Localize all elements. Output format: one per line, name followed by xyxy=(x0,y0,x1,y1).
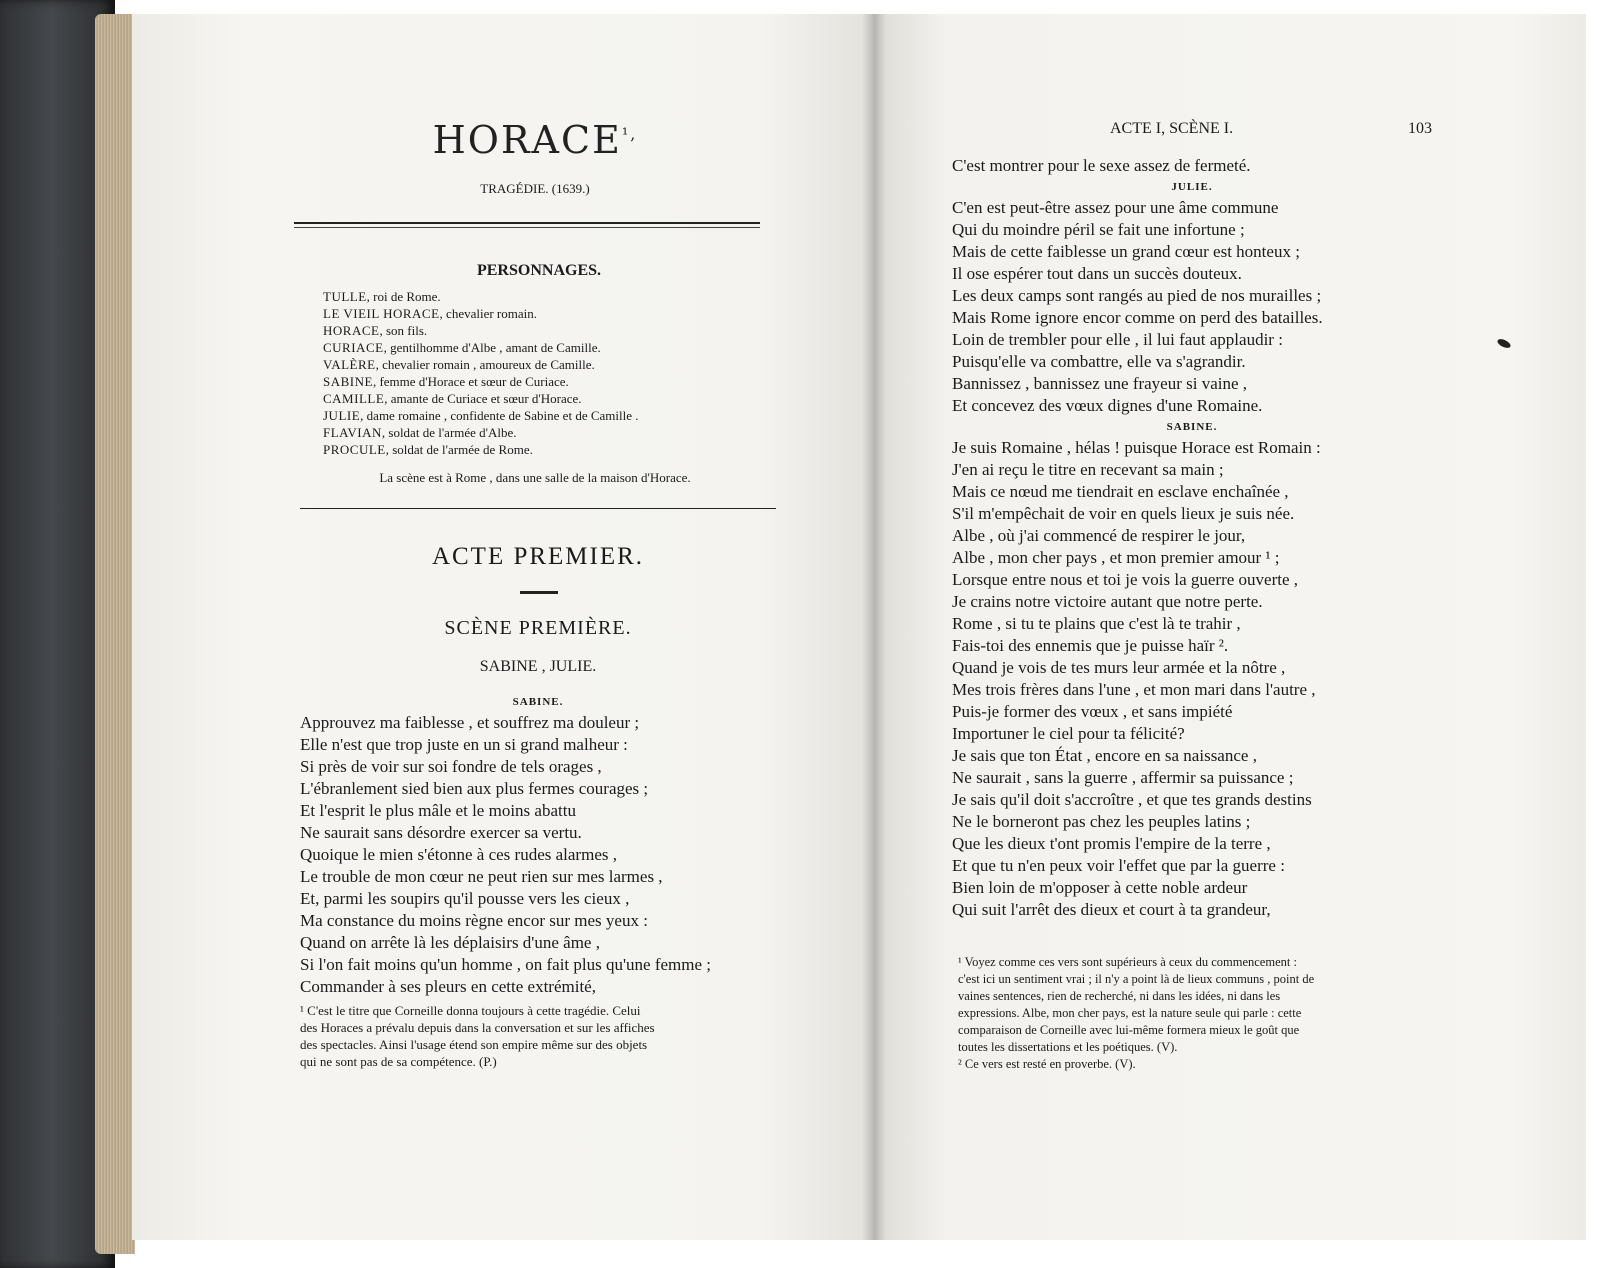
cast-list xyxy=(323,288,773,458)
verse-line: Albe , où j'ai commencé de respirer le jour, xyxy=(952,526,1246,545)
cast-entry xyxy=(323,305,773,322)
scene-setting: La scène est à Rome , dans une salle de la maison d'Horace. xyxy=(379,470,691,485)
cast-name: LE VIEIL HORACE xyxy=(323,306,440,321)
verse-line: Bien loin de m'opposer à cette noble ardeur xyxy=(952,878,1248,897)
verses-sabine xyxy=(952,437,1432,921)
play-title-text: HORACE xyxy=(432,118,622,162)
cast-description: , femme d'Horace et sœur de Curiace. xyxy=(372,374,569,389)
verse-line: Rome , si tu te plains que c'est là te trahir , xyxy=(952,614,1241,633)
verse-line: Je sais qu'il doit s'accroître , et que tes grands destins xyxy=(952,790,1312,809)
verse-line: Quoique le mien s'étonne à ces rudes alarmes , xyxy=(300,845,617,864)
speaker-label: JULIE. xyxy=(1171,181,1213,193)
verse-line: Albe , mon cher pays , et mon premier amour ¹ ; xyxy=(952,548,1280,567)
verse-line: Elle n'est que trop juste en un si grand malheur : xyxy=(300,735,628,754)
verse-line: Quand je vois de tes murs leur armée et la nôtre , xyxy=(952,658,1286,677)
cast-entry xyxy=(323,322,773,339)
cast-name: VALÈRE xyxy=(323,357,376,372)
verse-line: Loin de trembler pour elle , il lui faut applaudir : xyxy=(952,330,1283,349)
play-subtitle: TRAGÉDIE. (1639.) xyxy=(480,181,590,196)
verse-line: S'il m'empêchait de voir en quels lieux je suis née. xyxy=(952,504,1295,523)
personnages-heading: PERSONNAGES. xyxy=(476,262,602,279)
speaker-label: SABINE. xyxy=(1166,421,1218,433)
setting-rule xyxy=(300,508,776,509)
scene-characters: SABINE , JULIE. xyxy=(479,658,597,675)
left-verses xyxy=(300,712,776,998)
verse-line: C'en est peut-être assez pour une âme commune xyxy=(952,198,1279,217)
cast-description: , amante de Curiace et sœur d'Horace. xyxy=(384,391,582,406)
speaker-label: SABINE. xyxy=(512,696,564,708)
cast-name: CAMILLE xyxy=(323,391,385,406)
verse-line: Que les dieux t'ont promis l'empire de la terre , xyxy=(952,834,1271,853)
book-gutter xyxy=(862,14,886,1240)
verse-line: Je suis Romaine , hélas ! puisque Horace est Romain : xyxy=(952,438,1321,457)
verse-line: Et, parmi les soupirs qu'il pousse vers les cieux , xyxy=(300,889,630,908)
verse-line: Bannissez , bannissez une frayeur si vaine , xyxy=(952,374,1248,393)
footnote-line: vaines sentences, rien de recherché, ni dans les idées, ni dans les xyxy=(958,989,1281,1003)
cast-name: JULIE xyxy=(323,408,361,423)
cast-description: , soldat de l'armée de Rome. xyxy=(385,442,533,457)
right-footnotes xyxy=(958,954,1446,1073)
verse-line: Et l'esprit le plus mâle et le moins abattu xyxy=(300,801,576,820)
footnote-line: ¹ C'est le titre que Corneille donna toujours à cette tragédie. Celui xyxy=(300,1003,641,1018)
cast-description: , dame romaine , confidente de Sabine et de Camille . xyxy=(360,408,639,423)
verse-line: Quand on arrête là les déplaisirs d'une âme , xyxy=(300,933,600,952)
verses-julie xyxy=(952,197,1432,417)
cast-entry xyxy=(323,441,773,458)
title-footnote-marker: ¹, xyxy=(621,124,638,144)
footnote-line: ¹ Voyez comme ces vers sont supérieurs à ceux du commencement : xyxy=(958,955,1297,969)
verse-line: Si l'on fait moins qu'un homme , on fait plus qu'une femme ; xyxy=(300,955,712,974)
verse-line: Ne saurait sans désordre exercer sa vertu. xyxy=(300,823,582,842)
verse-line: Ne saurait , sans la guerre , affermir sa puissance ; xyxy=(952,768,1294,787)
verse-line: Puisqu'elle va combattre, elle va s'agrandir. xyxy=(952,352,1246,371)
verse-line: Importuner le ciel pour ta félicité? xyxy=(952,724,1185,743)
verse-line: Fais-toi des ennemis que je puisse haïr ². xyxy=(952,636,1229,655)
verse-line: Mes trois frères dans l'une , et mon mari dans l'autre , xyxy=(952,680,1316,699)
footnote-line: ² Ce vers est resté en proverbe. (V). xyxy=(958,1057,1136,1071)
verse-line: Mais de cette faiblesse un grand cœur est honteux ; xyxy=(952,242,1300,261)
cast-name: SABINE xyxy=(323,374,373,389)
verse-line: Et concevez des vœux dignes d'une Romaine. xyxy=(952,396,1263,415)
verses-top xyxy=(952,155,1432,177)
cast-name: PROCULE xyxy=(323,442,386,457)
verse-line: Qui du moindre péril se fait une infortune ; xyxy=(952,220,1245,239)
verse-line: Si près de voir sur soi fondre de tels orages , xyxy=(300,757,602,776)
verse-line: Ne le borneront pas chez les peuples latins ; xyxy=(952,812,1251,831)
right-speech xyxy=(952,155,1432,921)
footnote-line: comparaison de Corneille avec lui-même formera mieux le goût que xyxy=(958,1023,1300,1037)
footnote-line: qui ne sont pas de sa compétence. (P.) xyxy=(300,1054,497,1069)
verse-line: Mais ce nœud me tiendrait en esclave enchaînée , xyxy=(952,482,1289,501)
cast-description: , chevalier romain. xyxy=(439,306,538,321)
footnote-line: expressions. Albe, mon cher pays, est la nature seule qui parle : cette xyxy=(958,1006,1302,1020)
act-ornament-rule xyxy=(520,591,558,594)
page-number: 103 xyxy=(1408,120,1432,137)
footnote-line: des Horaces a prévalu depuis dans la conversation et sur les affiches xyxy=(300,1020,655,1035)
cast-name: FLAVIAN xyxy=(323,425,382,440)
cast-entry xyxy=(323,288,773,305)
footnote-line: toutes les dissertations et les poétiques. (V). xyxy=(958,1040,1178,1054)
cast-name: TULLE xyxy=(323,289,367,304)
verse-line: Lorsque entre nous et toi je vois la guerre ouverte , xyxy=(952,570,1299,589)
verse-line: Je sais que ton État , encore en sa naissance , xyxy=(952,746,1257,765)
verse-line: Il ose espérer tout dans un succès douteux. xyxy=(952,264,1242,283)
verse-line: Je crains notre victoire autant que notre perte. xyxy=(952,592,1263,611)
verse-line: C'est montrer pour le sexe assez de fermeté. xyxy=(952,156,1251,175)
verse-line: Puis-je former des vœux , et sans impiété xyxy=(952,702,1233,721)
cast-entry xyxy=(323,339,773,356)
cast-name: CURIACE xyxy=(323,340,384,355)
title-rule-top xyxy=(294,222,760,224)
cast-description: , gentilhomme d'Albe , amant de Camille. xyxy=(383,340,601,355)
cast-description: , chevalier romain , amoureux de Camille. xyxy=(375,357,595,372)
verse-line: Approuvez ma faiblesse , et souffrez ma douleur ; xyxy=(300,713,640,732)
verse-line: Ma constance du moins règne encor sur mes yeux : xyxy=(300,911,648,930)
cast-entry xyxy=(323,356,773,373)
verse-line: Mais Rome ignore encor comme on perd des batailles. xyxy=(952,308,1323,327)
verse-line: Les deux camps sont rangés au pied de nos murailles ; xyxy=(952,286,1322,305)
left-speech xyxy=(300,692,776,998)
cast-entry xyxy=(323,390,773,407)
cast-name: HORACE xyxy=(323,323,380,338)
cast-description: , soldat de l'armée d'Albe. xyxy=(381,425,517,440)
running-head: ACTE I, SCÈNE I. xyxy=(1110,120,1234,137)
cast-description: , son fils. xyxy=(379,323,428,338)
verse-line: Qui suit l'arrêt des dieux et court à ta grandeur, xyxy=(952,900,1271,919)
footnote-line: des spectacles. Ainsi l'usage étend son empire même sur des objets xyxy=(300,1037,648,1052)
page-edges xyxy=(95,14,135,1254)
scene-heading: SCÈNE PREMIÈRE. xyxy=(444,617,632,639)
play-title xyxy=(290,118,780,162)
cast-entry xyxy=(323,373,773,390)
verse-line: L'ébranlement sied bien aux plus fermes courages ; xyxy=(300,779,649,798)
verse-line: Commander à ses pleurs en cette extrémité, xyxy=(300,977,596,996)
act-heading: ACTE PREMIER. xyxy=(431,543,645,570)
left-footnotes xyxy=(300,1002,782,1070)
footnote-line: c'est ici un sentiment vrai ; il n'y a point là de lieux communs , point de xyxy=(958,972,1315,986)
title-rule-bottom xyxy=(294,227,760,228)
verse-line: Le trouble de mon cœur ne peut rien sur mes larmes , xyxy=(300,867,663,886)
cast-entry xyxy=(323,407,773,424)
verse-line: Et que tu n'en peux voir l'effet que par la guerre : xyxy=(952,856,1285,875)
cast-entry xyxy=(323,424,773,441)
verse-line: J'en ai reçu le titre en recevant sa main ; xyxy=(952,460,1224,479)
cast-description: , roi de Rome. xyxy=(366,289,441,304)
